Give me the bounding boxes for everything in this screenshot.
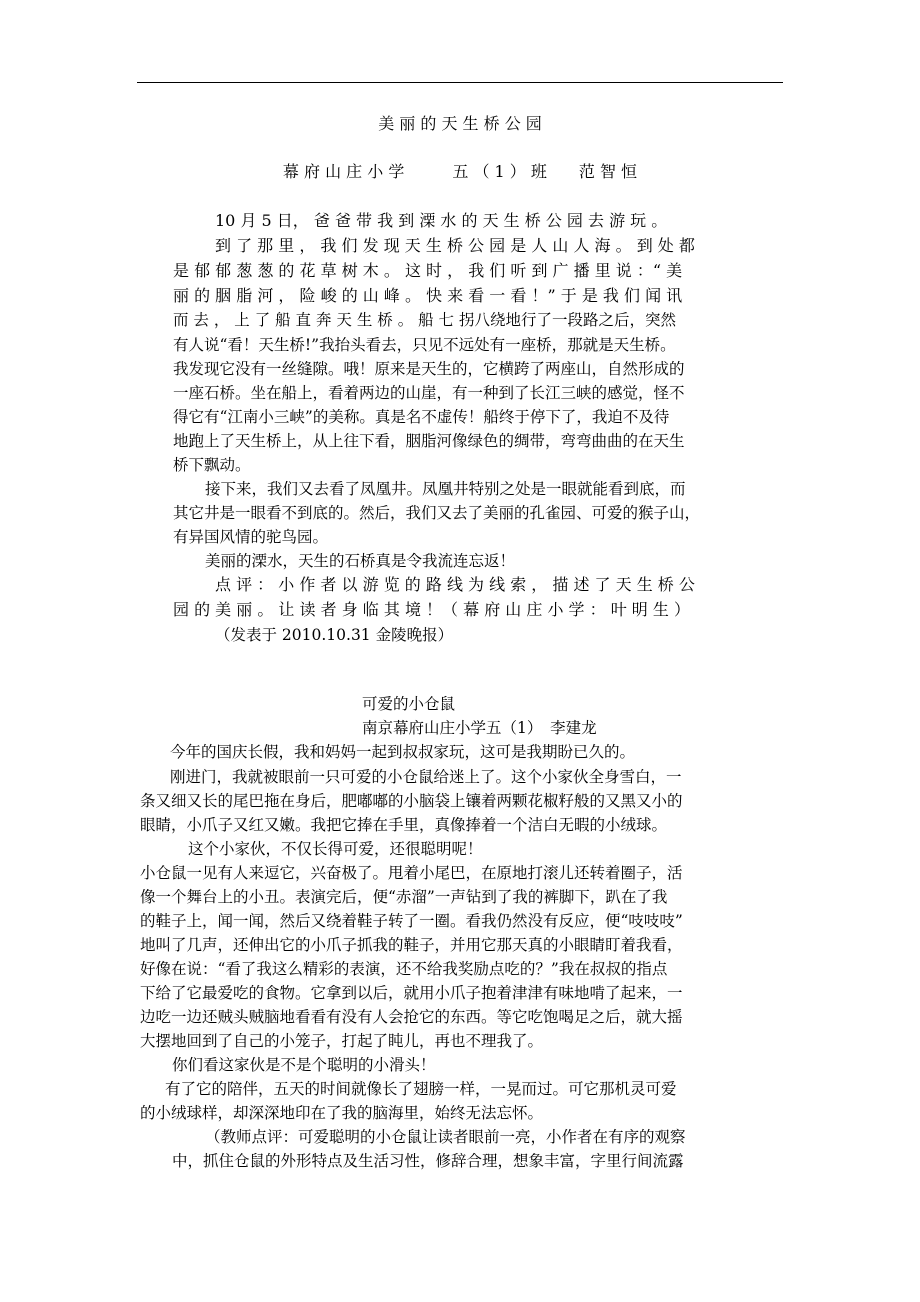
- article1-line: 我发现它没有一丝缝隙。哦！原来是天生的，它横跨了两座山，自然形成的: [173, 360, 685, 378]
- article1-line: 丽 的 胭 脂 河 ， 险 峻 的 山 峰 。 快 来 看 一 看 ！” 于 是 我 们 闻 讯: [173, 286, 683, 305]
- article2-line: 好像在说：“看了我这么精彩的表演，还不给我奖励点吃的？”我在叔叔的指点: [140, 960, 668, 978]
- article1-byline: 幕 府 山 庄 小 学 五 （ 1 ） 班 范 智 恒: [282, 162, 638, 181]
- article2-title: 可爱的小仓鼠: [362, 695, 456, 713]
- article1-line: 而 去 ， 上 了 船 直 奔 天 生 桥 。 船 七 拐八绕地行了一段路之后，突然: [173, 311, 676, 329]
- teacher-comment: 中，抓住仓鼠的外形特点及生活习性，修辞合理，想象丰富，字里行间流露: [172, 1152, 684, 1170]
- article2-line: 眼睛，小爪子又红又嫩。我把它捧在手里，真像捧着一个洁白无暇的小绒球。: [140, 816, 668, 834]
- article1-line: 美丽的溧水，天生的石桥真是令我流连忘返！: [205, 552, 516, 570]
- article2-line: 边吃一边还贼头贼脑地看看有没有人会抢它的东西。等它吃饱喝足之后，就大摇: [140, 1008, 683, 1026]
- article1-line: 一座石桥。坐在船上，看着两边的山崖，有一种到了长江三峡的感觉，怪不: [173, 384, 685, 402]
- article1-comment: 点 评 ： 小 作 者 以 游 览 的 路 线 为 线 索 ， 描 述 了 天 生 桥 公: [215, 575, 695, 594]
- article2-line: 你们看这家伙是不是个聪明的小滑头！: [172, 1056, 436, 1074]
- article1-line: 桥下飘动。: [173, 456, 251, 474]
- article2-line: 的小绒球样，却深深地印在了我的脑海里，始终无法忘怀。: [140, 1104, 544, 1122]
- article2-line: 的鞋子上，闻一闻，然后又绕着鞋子转了一圈。看我仍然没有反应，便“吱吱吱”: [140, 912, 683, 930]
- article2-line: 大摆地回到了自己的小笼子，打起了盹儿，再也不理我了。: [140, 1032, 544, 1050]
- article1-comment: 园 的 美 丽 。 让 读 者 身 临 其 境 ！（ 幕 府 山 庄 小 学 ： 叶 明 生 ）: [173, 600, 690, 619]
- article1-line: 到 了 那 里 ， 我 们 发 现 天 生 桥 公 园 是 人 山 人 海 。 到 处 都: [215, 236, 695, 255]
- article1-line: 是 郁 郁 葱 葱 的 花 草 树 木 。 这 时 ， 我 们 听 到 广 播 里 说 ：“ 美: [173, 261, 683, 280]
- article2-line: 这个小家伙，不仅长得可爱，还很聪明呢！: [188, 840, 483, 858]
- article2-line: 刚进门，我就被眼前一只可爱的小仓鼠给迷上了。这个小家伙全身雪白，一: [170, 768, 682, 786]
- article2-byline: 南京幕府山庄小学五（1） 李建龙: [362, 719, 597, 737]
- header-rule: [137, 82, 783, 83]
- article1-line: 地跑上了天生桥上，从上往下看，胭脂河像绿色的绸带，弯弯曲曲的在天生: [173, 432, 685, 450]
- article1-line: 得它有“江南小三峡”的美称。真是名不虚传！船终于停下了，我迫不及待: [173, 408, 670, 426]
- article1-title: 美 丽 的 天 生 桥 公 园: [378, 114, 542, 133]
- article2-line: 有了它的陪伴，五天的时间就像长了翅膀一样，一晃而过。可它那机灵可爱: [165, 1080, 677, 1098]
- article2-line: 条又细又长的尾巴拖在身后，肥嘟嘟的小脑袋上镶着两颗花椒籽般的又黑又小的: [140, 792, 683, 810]
- article1-line: 有人说“看！天生桥!”我抬头看去，只见不远处有一座桥，那就是天生桥。: [173, 336, 676, 354]
- article1-line: 接下来，我们又去看了凤凰井。凤凰井特别之处是一眼就能看到底，而: [205, 480, 686, 498]
- article1-line: 有异国风情的驼鸟园。: [173, 528, 329, 546]
- article2-line: 像一个舞台上的小丑。表演完后，便“赤溜”一声钻到了我的裤脚下，趴在了我: [140, 888, 668, 906]
- article1-line: 10 月 5 日， 爸 爸 带 我 到 溧 水 的 天 生 桥 公 园 去 游 玩 。: [215, 211, 668, 230]
- article2-line: 下给了它最爱吃的食物。它拿到以后，就用小爪子抱着津津有味地啃了起来，一: [140, 984, 683, 1002]
- article1-line: 其它井是一眼看不到底的。然后，我们又去了美丽的孔雀园、可爱的猴子山，: [173, 504, 701, 522]
- teacher-comment: （教师点评：可爱聪明的小仓鼠让读者眼前一亮，小作者在有序的观察: [205, 1128, 686, 1146]
- publication-note: （发表于 2010.10.31 金陵晚报）: [215, 626, 454, 644]
- article2-line: 小仓鼠一见有人来逗它，兴奋极了。甩着小尾巴，在原地打滚儿还转着圈子，活: [140, 864, 683, 882]
- article2-line: 今年的国庆长假，我和妈妈一起到叔叔家玩，这可是我期盼已久的。: [170, 743, 636, 761]
- article2-line: 地叫了几声，还伸出它的小爪子抓我的鞋子，并用它那天真的小眼睛盯着我看，: [140, 936, 683, 954]
